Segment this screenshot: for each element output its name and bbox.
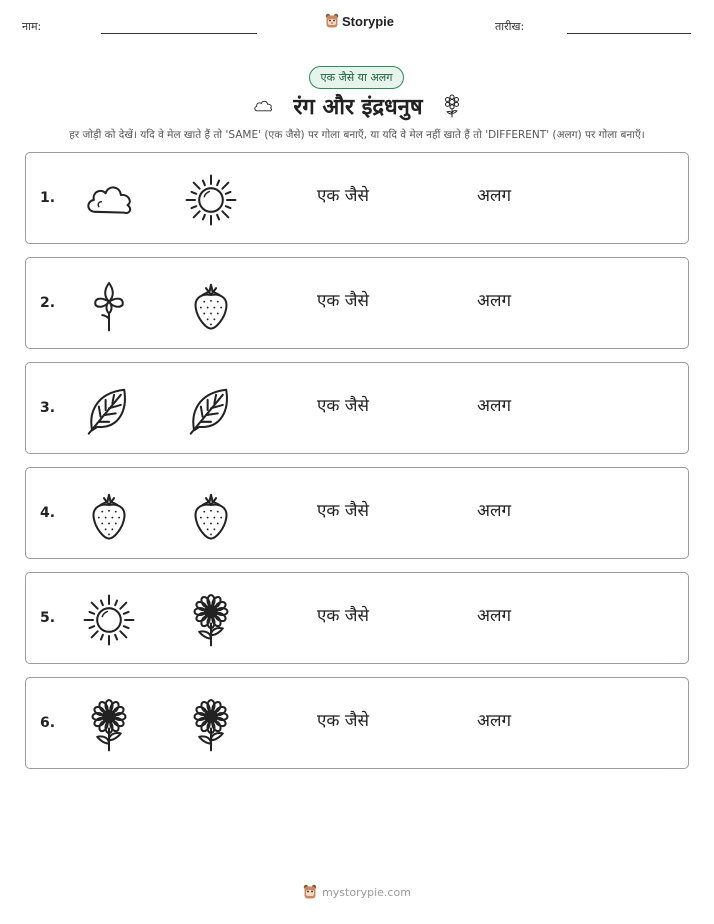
brand-name: Storypie xyxy=(342,13,395,29)
date-line[interactable] xyxy=(567,33,691,34)
bear-footer-icon xyxy=(303,884,317,900)
different-option[interactable]: अलग xyxy=(477,186,512,206)
pair-row xyxy=(25,257,689,349)
leaf-icon xyxy=(82,383,136,437)
date-label: तारीख: xyxy=(495,20,525,33)
instructions: हर जोड़ी को देखें। यदि वे मेल खाते हैं तो 'SAME' (एक जैसे) पर गोला बनाएँ, या यदि वे मेल नहीं खाते हैं तो 'DIFFERENT' (अलग) पर गोला बनाएँ। xyxy=(69,129,645,141)
leaf-icon xyxy=(184,383,238,437)
footer-site: mystorypie.com xyxy=(322,885,411,899)
pair-number: 3. xyxy=(40,400,56,416)
cloud-icon xyxy=(82,173,136,227)
brand-logo xyxy=(325,13,394,29)
bear-logo-icon xyxy=(325,13,339,29)
flower-icon xyxy=(439,91,465,121)
different-option[interactable]: अलग xyxy=(477,711,512,731)
pair-row xyxy=(25,572,689,664)
same-option[interactable]: एक जैसे xyxy=(317,501,369,521)
iris-icon xyxy=(82,278,136,332)
pair-number: 6. xyxy=(40,715,56,731)
sunflower-icon xyxy=(184,593,238,647)
same-option[interactable]: एक जैसे xyxy=(317,186,369,206)
cloud-icon xyxy=(249,95,277,117)
pair-number: 4. xyxy=(40,505,56,521)
different-option[interactable]: अलग xyxy=(477,501,512,521)
name-label: नाम: xyxy=(22,20,42,33)
sunflower-icon xyxy=(82,698,136,752)
pair-number: 1. xyxy=(40,190,56,206)
same-option[interactable]: एक जैसे xyxy=(317,711,369,731)
name-line[interactable] xyxy=(101,33,257,34)
different-option[interactable]: अलग xyxy=(477,396,512,416)
sunflower-icon xyxy=(184,698,238,752)
pair-number: 5. xyxy=(40,610,56,626)
pair-row xyxy=(25,467,689,559)
strawberry-icon xyxy=(184,278,238,332)
page-title: रंग और इंद्रधनुष xyxy=(293,95,423,120)
pair-row xyxy=(25,362,689,454)
worksheet-type-badge: एक जैसे या अलग xyxy=(309,66,404,89)
different-option[interactable]: अलग xyxy=(477,606,512,626)
pair-number: 2. xyxy=(40,295,56,311)
footer xyxy=(0,884,714,900)
pair-row xyxy=(25,677,689,769)
title-row xyxy=(0,88,714,124)
same-option[interactable]: एक जैसे xyxy=(317,396,369,416)
sun-icon xyxy=(184,173,238,227)
same-option[interactable]: एक जैसे xyxy=(317,291,369,311)
different-option[interactable]: अलग xyxy=(477,291,512,311)
sun-icon xyxy=(82,593,136,647)
strawberry-icon xyxy=(184,488,238,542)
strawberry-icon xyxy=(82,488,136,542)
same-option[interactable]: एक जैसे xyxy=(317,606,369,626)
pair-row xyxy=(25,152,689,244)
